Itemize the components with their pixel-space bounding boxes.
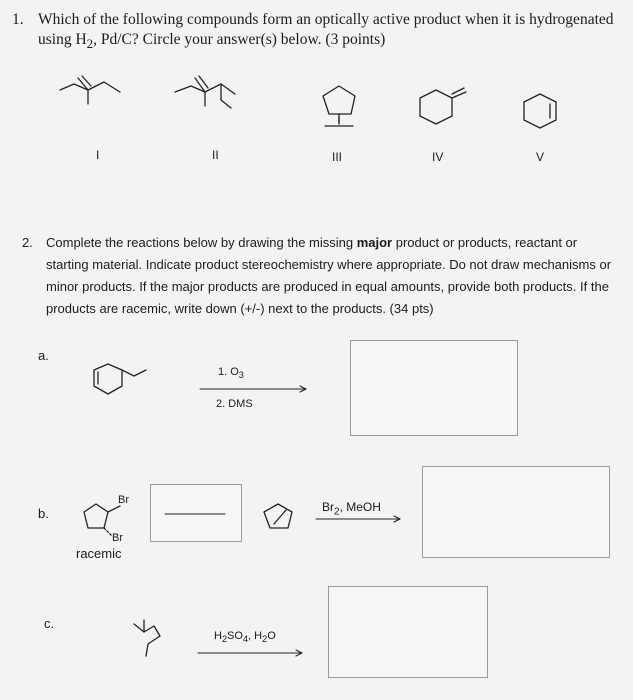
part-c-label: c. (44, 616, 55, 631)
compound-iii-structure (315, 82, 375, 142)
question-2 (22, 232, 622, 320)
part-b-reagent: $Br_2$, MeOH (322, 500, 381, 518)
compound-label-ii: II (212, 148, 219, 162)
compound-v-structure (522, 92, 572, 142)
part-b-arrow (316, 514, 406, 524)
compound-ii-structure (175, 70, 265, 130)
part-c-reactant-structure (128, 618, 178, 664)
compound-label-iii: III (332, 150, 343, 164)
question-1-number: 1. (12, 11, 24, 28)
compound-label-v: V (536, 150, 545, 164)
part-c-reagent: $H_2SO_4$, $H_2O$ (214, 630, 276, 645)
part-a-label: a. (38, 348, 49, 363)
part-a-reagent-2: 2. DMS (216, 398, 253, 410)
part-a-arrow (200, 384, 310, 394)
part-b-missing-box[interactable] (150, 484, 242, 542)
part-b-substituent-bottom: Br (112, 532, 123, 544)
question-2-text: Complete the reactions below by drawing the missing major product or products, reactant or starting material. Indicate product stereochemistry where appropriate. Do not draw mechanisms or minor products. If the major products are produced in equal amounts, provide both products. If the products are racemic, write down (+/-) next to the products. (34 pts) (46, 235, 612, 316)
question-1-text: Which of the following compounds form an optically active product when it is hydrogenated using $H_2$, Pd/C? Circle your answer(s) below. (3 points) (38, 11, 614, 52)
part-b-starting-material-structure (262, 502, 302, 542)
compound-label-i: I (96, 148, 100, 162)
question-2-number: 2. (22, 235, 33, 250)
compound-i-structure (60, 70, 140, 120)
part-c-answer-box[interactable] (328, 586, 488, 678)
part-b-substituent-top: Br (118, 494, 129, 506)
part-a-reagent-1: 1. $O_3$ (218, 366, 244, 381)
part-b-racemic-note: racemic (76, 546, 122, 561)
part-b-box-arrow (165, 509, 229, 519)
part-b-answer-box[interactable] (422, 466, 610, 558)
part-a-reactant-structure (92, 362, 172, 402)
compound-label-iv: IV (432, 150, 444, 164)
part-c-arrow (198, 648, 308, 658)
question-1 (12, 10, 627, 54)
part-b-label: b. (38, 506, 49, 521)
part-a-answer-box[interactable] (350, 340, 518, 436)
compound-iv-structure (418, 86, 498, 136)
